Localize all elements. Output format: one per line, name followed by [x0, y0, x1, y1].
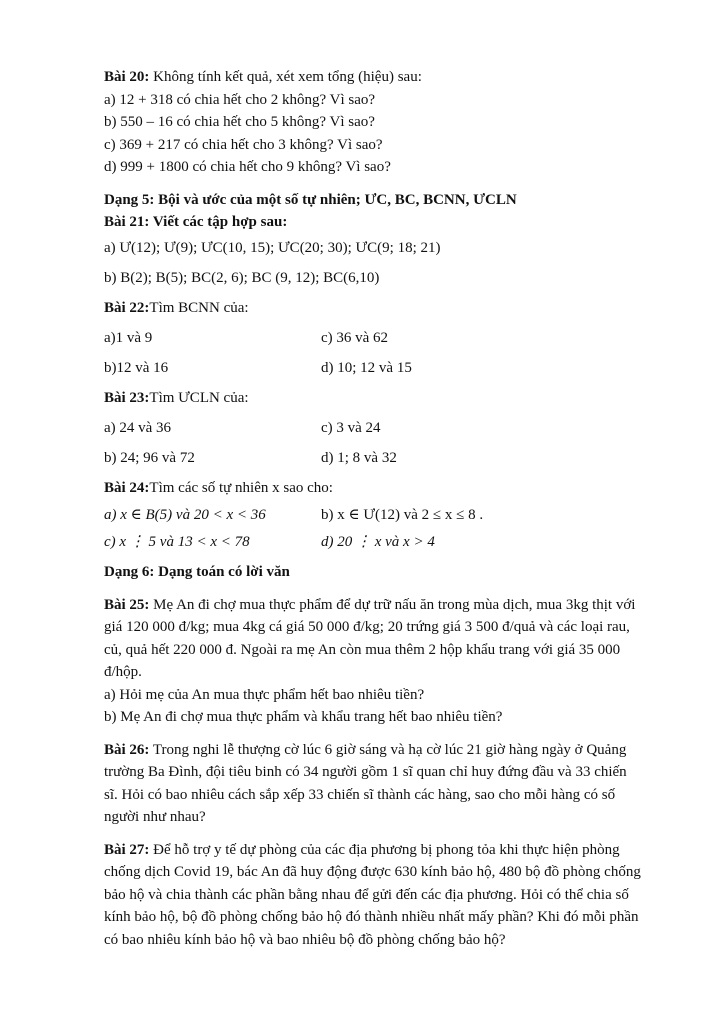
bai27-text-1: Để hỗ trợ y tế dự phòng của các địa phương bị phong tỏa khi thực hiện phòng [149, 841, 620, 858]
bai23-item-a: a) 24 và 36 [104, 420, 172, 437]
bai26-line-2: trường Ba Đình, đội tiêu binh có 34 người gồm 1 sĩ quan chỉ huy đứng đầu và 33 chiến [104, 764, 627, 780]
bai23-label: Bài 23: [104, 390, 150, 407]
bai24-row-2 [104, 528, 673, 558]
bai24-item-b: b) x ∈ Ư(12) và 2 ≤ x ≤ 8 . [321, 507, 484, 524]
bai25-block [104, 594, 673, 729]
bai23-item-c: c) 3 và 24 [321, 420, 381, 437]
bai22-heading [104, 294, 673, 324]
bai23-item-b: b) 24; 96 và 72 [104, 450, 195, 467]
bai21-heading: Bài 21: Viết các tập hợp sau: [104, 214, 288, 230]
bai24-item-d: d) 20 ⋮ x và x > 4 [321, 534, 435, 551]
dang5-heading: Dạng 5: Bội và ước của một số tự nhiên; ƯC, BC, BCNN, ƯCLN [104, 191, 517, 208]
bai22-row-2 [104, 354, 673, 384]
bai27-line-3: bảo hộ và chia thành các phần bằng nhau để gửi đến các địa phương. Hỏi có thể chia số [104, 886, 629, 903]
bai26-block [104, 739, 673, 829]
bai26-text-1: Trong nghi lễ thượng cờ lúc 6 giờ sáng và hạ cờ lúc 21 giờ hàng ngày ở Quảng [149, 741, 627, 758]
bai25-item-a: a) Hỏi mẹ của An mua thực phẩm hết bao nhiêu tiền? [104, 686, 425, 703]
bai24-item-a: a) x ∈ B(5) và 20 < x < 36 [104, 507, 266, 524]
bai24-row-1 [104, 504, 673, 528]
bai25-line-1 [104, 594, 673, 617]
bai26-line-1 [104, 739, 673, 762]
bai27-line-4: kính bảo hộ, bộ đồ phòng chống bảo hộ đó thành nhiều nhất mấy phần? Khi đó mỗi phần [104, 909, 639, 925]
bai22-label: Bài 22: [104, 300, 150, 317]
bai26-line-3: sĩ. Hỏi có bao nhiêu cách sắp xếp 33 chiến sĩ thành các hàng, sao cho mỗi hàng có số [104, 786, 616, 803]
bai22-item-d: d) 10; 12 và 15 [321, 360, 412, 377]
bai23-row-1 [104, 414, 673, 444]
bai27-block [104, 839, 673, 952]
bai27-label: Bài 27: [104, 841, 150, 858]
bai25-label: Bài 25: [104, 596, 150, 613]
bai20-item-c: c) 369 + 217 có chia hết cho 3 không? Vì sao? [104, 136, 383, 153]
bai27-line-5: có bao nhiêu kính bảo hộ và bao nhiêu bộ đồ phòng chống bảo hộ? [104, 931, 506, 948]
bai23-title: Tìm ƯCLN của: [149, 390, 249, 407]
bai24-heading [104, 474, 673, 504]
bai25-line-2: giá 120 000 đ/kg; mua 4kg cá giá 50 000 đ/kg; 20 trứng giá 3 500 đ/quả và các loại rau, [104, 619, 630, 635]
bai20-label: Bài 20: [104, 69, 150, 85]
bai22-title: Tìm BCNN của: [149, 300, 249, 317]
bai21-item-b: b) B(2); B(5); BC(2, 6); BC (9, 12); BC(6,10) [104, 270, 380, 287]
bai26-line-4: người như nhau? [104, 809, 206, 825]
bai20-item-a: a) 12 + 318 có chia hết cho 2 không? Vì sao? [104, 91, 376, 108]
bai22-item-a: a)1 và 9 [104, 330, 153, 347]
bai25-line-4: đ/hộp. [104, 664, 142, 680]
bai22-item-b: b)12 và 16 [104, 360, 169, 377]
bai24-item-c: c) x ⋮ 5 và 13 < x < 78 [104, 534, 250, 551]
bai22-item-c: c) 36 và 62 [321, 330, 389, 347]
bai21-item-a: a) Ư(12); Ư(9); ƯC(10, 15); ƯC(20; 30); ƯC(9; 18; 21) [104, 240, 441, 257]
bai23-item-d: d) 1; 8 và 32 [321, 450, 397, 467]
bai20-heading [104, 66, 673, 89]
bai25-item-b: b) Mẹ An đi chợ mua thực phẩm và khẩu trang hết bao nhiêu tiền? [104, 709, 503, 725]
bai20-item-b: b) 550 – 16 có chia hết cho 5 không? Vì sao? [104, 114, 375, 130]
bai24-label: Bài 24: [104, 480, 150, 497]
bai27-line-2: chống dịch Covid 19, bác An đã huy động được 630 kính bảo hộ, 480 bộ đồ phòng chống [104, 864, 641, 880]
bai24-title: Tìm các số tự nhiên x sao cho: [149, 480, 333, 497]
bai20-item-d: d) 999 + 1800 có chia hết cho 9 không? Vì sao? [104, 159, 391, 175]
dang6-heading: Dạng 6: Dạng toán có lời văn [104, 564, 290, 581]
bai23-row-2 [104, 444, 673, 474]
bai22-row-1 [104, 324, 673, 354]
bai20-title: Không tính kết quả, xét xem tổng (hiệu) sau: [149, 69, 422, 85]
bai27-line-1 [104, 839, 673, 862]
bai26-label: Bài 26: [104, 741, 150, 758]
bai25-line-3: củ, quả hết 220 000 đ. Ngoài ra mẹ An còn mua thêm 2 hộp khẩu trang với giá 35 000 [104, 641, 621, 658]
bai23-heading [104, 384, 673, 414]
bai25-text-1: Mẹ An đi chợ mua thực phẩm để dự trữ nấu ăn trong mùa dịch, mua 3kg thịt với [149, 596, 636, 613]
